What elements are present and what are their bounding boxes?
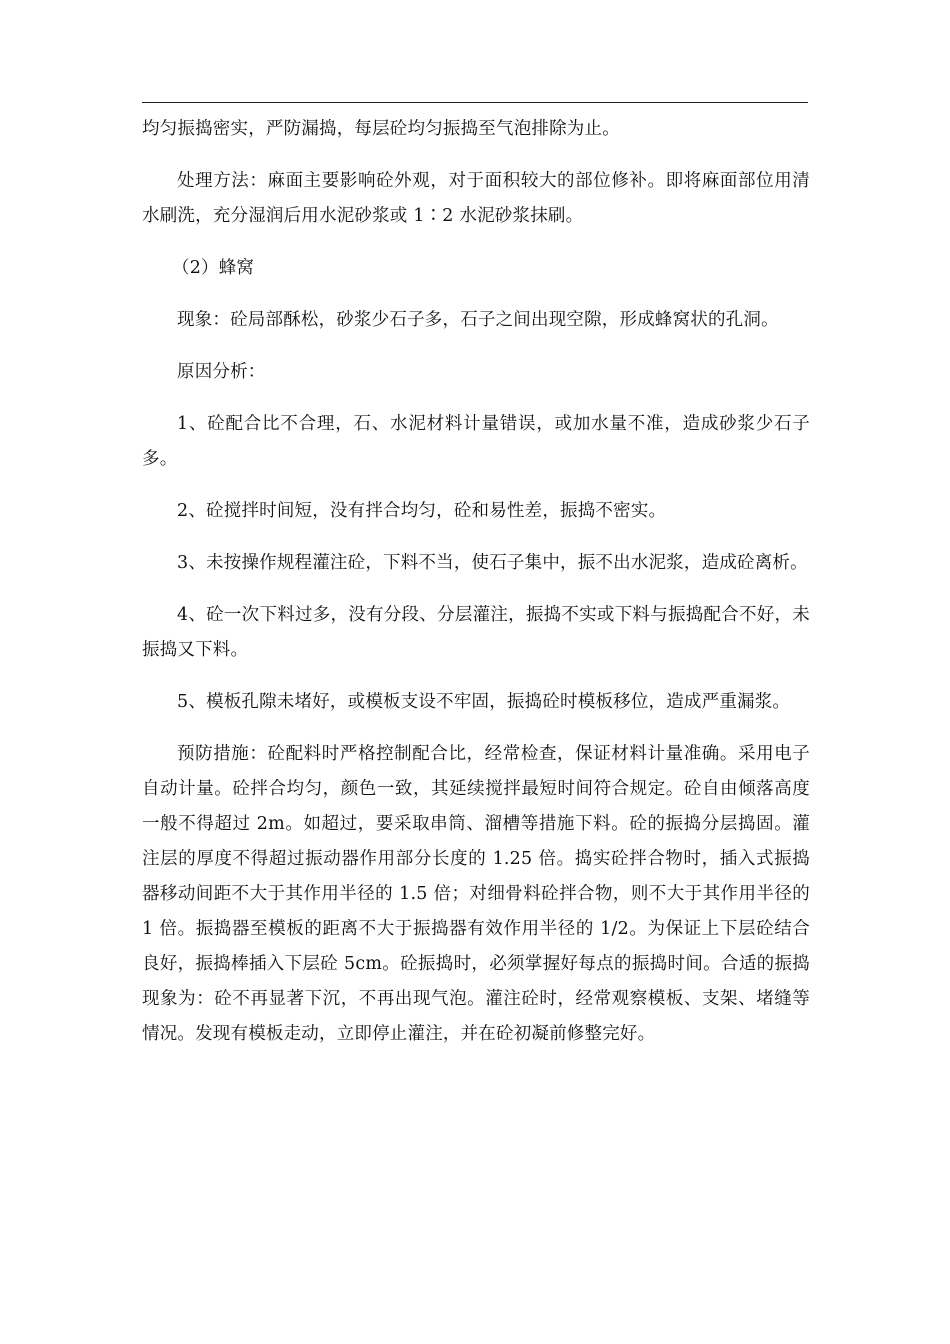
paragraph-phenomenon: 现象：砼局部酥松，砂浆少石子多，石子之间出现空隙，形成蜂窝状的孔洞。 — [177, 310, 779, 330]
paragraph-cause-2: 2、砼搅拌时间短，没有拌合均匀，砼和易性差，振捣不密实。 — [177, 501, 667, 521]
paragraph-cause-1: 1、砼配合比不合理，石、水泥材料计量错误，或加水量不准，造成砂浆少石子多。 — [142, 414, 810, 469]
paragraph-cause-3: 3、未按操作规程灌注砼，下料不当，使石子集中，振不出水泥浆，造成砼离析。 — [177, 553, 808, 573]
document-body — [142, 112, 810, 1069]
paragraph-continuation: 均匀振捣密实，严防漏捣，每层砼均匀振捣至气泡排除为止。 — [142, 119, 620, 139]
paragraph-cause-5: 5、模板孔隙未堵好，或模板支设不牢固，振捣砼时模板移位，造成严重漏浆。 — [177, 692, 791, 712]
section-heading-honeycomb: （2）蜂窝 — [172, 258, 255, 278]
paragraph-cause-4: 4、砼一次下料过多，没有分段、分层灌注，振捣不实或下料与振捣配合不好，未振捣又下料。 — [142, 605, 810, 660]
paragraph-prevention-measures: 预防措施：砼配料时严格控制配合比，经常检查，保证材料计量准确。采用电子自动计量。砼拌合均匀，颜色一致，其延续搅拌最短时间符合规定。砼自由倾落高度一般不得超过 2m。如超过，要采取串筒、溜槽等措施下料。砼的振捣分层捣固。灌注层的厚度不得超过振动器作用部分长度的 1.25 倍。捣实砼拌合物时，插入式振捣器移动间距不大于其作用半径的 1.5 倍；对细骨料砼拌合物，则不大于其作用半径的 1 倍。振捣器至模板的距离不大于振捣器有效作用半径的 1/2。为保证上下层砼结合良好，振捣棒插入下层砼 5cm。砼振捣时，必须掌握好每点的振捣时间。合适的振捣现象为：砼不再显著下沉，不再出现气泡。灌注砼时，经常观察模板、支架、堵缝等情况。发现有模板走动，立即停止灌注，并在砼初凝前修整完好。 — [142, 744, 810, 1044]
paragraph-treatment-method: 处理方法：麻面主要影响砼外观，对于面积较大的部位修补。即将麻面部位用清水刷洗，充分湿润后用水泥砂浆或 1∶2 水泥砂浆抹刷。 — [142, 171, 810, 226]
paragraph-cause-analysis-heading: 原因分析： — [177, 362, 266, 382]
header-rule — [142, 102, 808, 103]
